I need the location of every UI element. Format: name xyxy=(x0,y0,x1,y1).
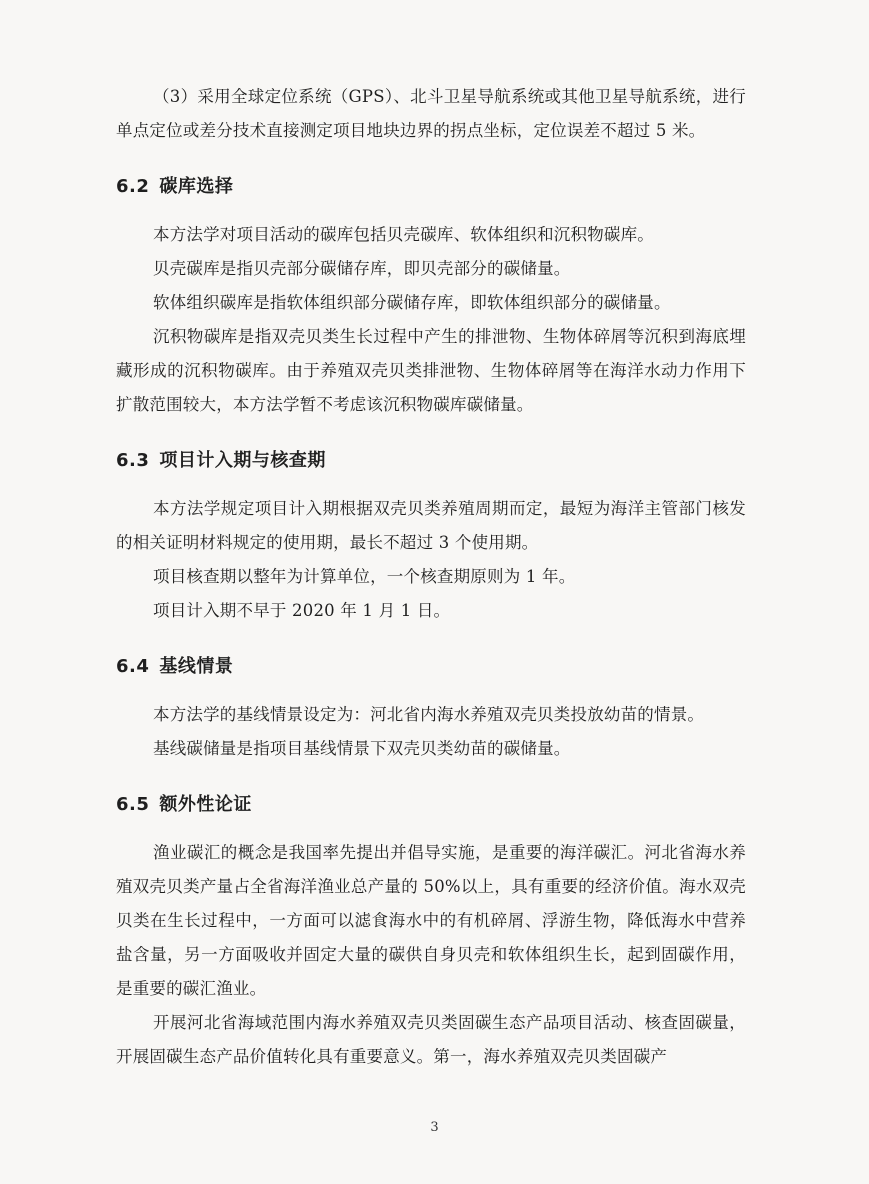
page-number: 3 xyxy=(430,1120,439,1135)
paragraph: 基线碳储量是指项目基线情景下双壳贝类幼苗的碳储量。 xyxy=(153,739,571,758)
paragraph: 项目计入期不早于 2020 年 1 月 1 日。 xyxy=(153,601,451,620)
paragraph: 本方法学的基线情景设定为：河北省内海水养殖双壳贝类投放幼苗的情景。 xyxy=(153,705,705,724)
section-heading-6-2 xyxy=(116,170,746,204)
section-number: 6.5 xyxy=(116,794,150,815)
section-title: 基线情景 xyxy=(159,656,234,677)
paragraph: 软体组织碳库是指软体组织部分碳储存库，即软体组织部分的碳储量。 xyxy=(153,293,671,312)
paragraph: 本方法学对项目活动的碳库包括贝壳碳库、软体组织和沉积物碳库。 xyxy=(153,225,654,244)
section-number: 6.4 xyxy=(116,656,150,677)
paragraph: 项目核查期以整年为计算单位，一个核查期原则为 1 年。 xyxy=(153,567,576,586)
page-content xyxy=(116,80,746,1074)
paragraph: 贝壳碳库是指贝壳部分碳储存库，即贝壳部分的碳储量。 xyxy=(153,259,571,278)
section-heading-6-4 xyxy=(116,650,746,684)
section-title: 额外性论证 xyxy=(159,794,252,815)
section-title: 项目计入期与核查期 xyxy=(159,450,326,471)
section-heading-6-5 xyxy=(116,788,746,822)
section-number: 6.3 xyxy=(116,450,150,471)
section-title: 碳库选择 xyxy=(159,176,234,197)
section-number: 6.2 xyxy=(116,176,150,197)
paragraph: 沉积物碳库是指双壳贝类生长过程中产生的排泄物、生物体碎屑等沉积到海底埋藏形成的沉积物碳库。由于养殖双壳贝类排泄物、生物体碎屑等在海洋水动力作用下扩散范围较大，本方法学暂不考虑该沉积物碳库碳储量。 xyxy=(116,327,746,414)
paragraph: 渔业碳汇的概念是我国率先提出并倡导实施，是重要的海洋碳汇。河北省海水养殖双壳贝类产量占全省海洋渔业总产量的 50%以上，具有重要的经济价值。海水双壳贝类在生长过程中，一方面可以滤食海水中的有机碎屑、浮游生物，降低海水中营养盐含量，另一方面吸收并固定大量的碳供自身贝壳和软体组织生长，起到固碳作用，是重要的碳汇渔业。 xyxy=(116,843,746,998)
paragraph: 本方法学规定项目计入期根据双壳贝类养殖周期而定，最短为海洋主管部门核发的相关证明材料规定的使用期，最长不超过 3 个使用期。 xyxy=(116,499,746,552)
paragraph: 开展河北省海域范围内海水养殖双壳贝类固碳生态产品项目活动、核查固碳量，开展固碳生态产品价值转化具有重要意义。第一，海水养殖双壳贝类固碳产 xyxy=(116,1013,746,1066)
paragraph-gps-method: （3）采用全球定位系统（GPS）、北斗卫星导航系统或其他卫星导航系统，进行单点定位或差分技术直接测定项目地块边界的拐点坐标，定位误差不超过 5 米。 xyxy=(116,87,746,140)
section-heading-6-3 xyxy=(116,444,746,478)
